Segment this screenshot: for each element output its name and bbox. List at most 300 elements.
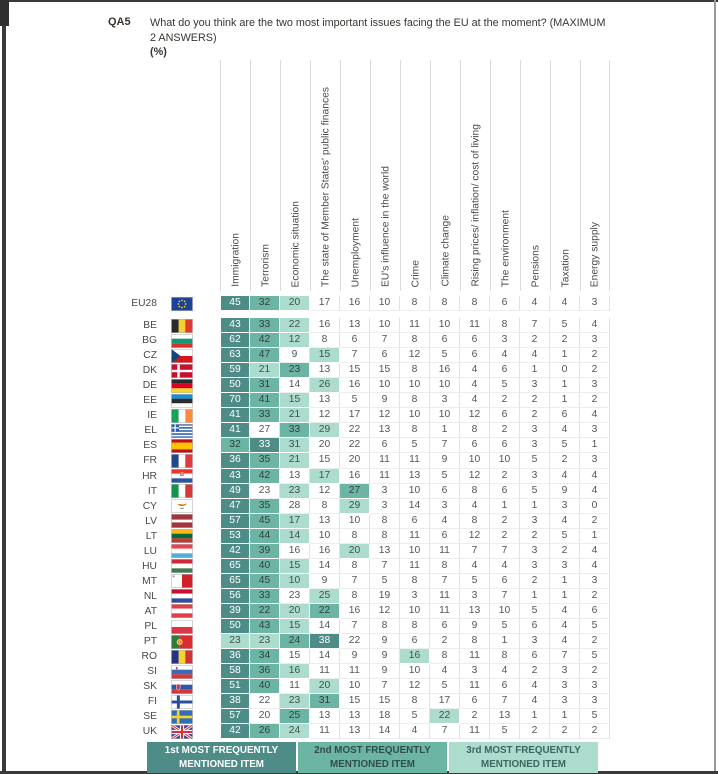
flag-lv-icon [162,514,202,529]
value-cell: 8 [490,318,520,333]
value-cell: 42 [220,724,250,739]
value-cell: 4 [460,393,490,408]
value-cell: 5 [430,348,460,363]
value-cell: 8 [400,694,430,709]
value-cell: 3 [400,589,430,604]
value-cell: 8 [340,589,370,604]
value-cell: 9 [370,664,400,679]
value-cell: 3 [550,499,580,514]
value-cell: 15 [310,348,340,363]
value-cell: 3 [460,664,490,679]
value-cell: 11 [370,453,400,468]
value-cell: 13 [460,604,490,619]
value-cell: 4 [460,378,490,393]
value-cell: 6 [430,529,460,544]
row-label: EE [143,395,157,407]
value-cell: 43 [250,619,280,634]
value-cell: 36 [220,453,250,468]
value-cell: 16 [280,544,310,559]
value-cell: 8 [370,619,400,634]
value-cell: 16 [310,318,340,333]
table-row [122,664,610,679]
row-label: UK [142,726,157,738]
value-cell: 11 [310,724,340,739]
value-cell: 17 [340,408,370,423]
value-cell: 17 [310,469,340,484]
value-cell: 14 [280,529,310,544]
value-cell: 4 [580,484,610,499]
value-cell: 13 [280,469,310,484]
column-header [370,60,400,291]
value-cell: 13 [340,709,370,724]
value-cell: 23 [250,634,280,649]
value-cell: 9 [310,574,340,589]
row-label: NL [143,590,157,602]
value-cell: 6 [520,649,550,664]
value-cell: 4 [550,469,580,484]
value-cell: 33 [250,408,280,423]
value-cell: 14 [310,559,340,574]
flag-it-icon [162,484,202,499]
column-header-label: Energy supply [589,221,601,287]
value-cell: 59 [220,363,250,378]
value-cell: 22 [250,604,280,619]
row-label: SK [143,681,157,693]
value-cell: 16 [340,378,370,393]
flag-cz-icon [162,348,202,363]
value-cell: 42 [250,333,280,348]
value-cell: 4 [550,619,580,634]
table-row [122,408,610,423]
flag-es-icon [162,438,202,453]
value-cell: 10 [280,574,310,589]
flag-fi-icon [162,694,202,709]
label-data-gap [202,514,220,529]
value-cell: 3 [490,333,520,348]
value-cell: 10 [370,378,400,393]
row-label: EU28 [131,298,157,309]
flag-el-icon [162,423,202,438]
value-cell: 6 [370,438,400,453]
row-label: FI [147,696,157,708]
value-cell: 6 [430,484,460,499]
value-cell: 4 [520,679,550,694]
value-cell: 45 [220,296,250,311]
value-cell: 3 [550,679,580,694]
table-row [122,679,610,694]
value-cell: 40 [250,559,280,574]
value-cell: 3 [520,469,550,484]
value-cell: 11 [400,559,430,574]
value-cell: 7 [340,619,370,634]
label-data-gap [202,363,220,378]
value-cell: 23 [280,589,310,604]
value-cell: 13 [310,363,340,378]
value-cell: 29 [310,423,340,438]
value-cell: 8 [460,423,490,438]
column-header-label: EU's influence in the world [380,165,391,287]
value-cell: 7 [430,724,460,739]
row-label: CY [142,500,157,512]
value-cell: 20 [250,709,280,724]
value-cell: 39 [250,544,280,559]
value-cell: 11 [460,318,490,333]
table-row [122,559,610,574]
value-cell: 6 [460,333,490,348]
value-cell: 9 [460,619,490,634]
value-cell: 22 [340,634,370,649]
value-cell: 51 [220,679,250,694]
value-cell: 6 [370,348,400,363]
value-cell: 2 [520,574,550,589]
value-cell: 5 [580,619,610,634]
row-label: IE [147,410,157,422]
value-cell: 10 [400,604,430,619]
value-cell: 5 [400,438,430,453]
value-cell: 3 [520,423,550,438]
value-cell: 15 [280,559,310,574]
row-label: BE [143,320,157,332]
value-cell: 5 [490,619,520,634]
row-label: AT [144,605,157,617]
value-cell: 13 [340,724,370,739]
value-cell: 47 [220,499,250,514]
label-data-gap [202,619,220,634]
value-cell: 5 [460,574,490,589]
label-data-gap [202,378,220,393]
row-label: EL [144,425,157,437]
value-cell: 6 [490,408,520,423]
value-cell: 23 [280,694,310,709]
value-cell: 6 [490,484,520,499]
label-data-gap [202,544,220,559]
value-cell: 65 [220,559,250,574]
value-cell: 2 [520,393,550,408]
column-header [280,60,310,291]
value-cell: 10 [430,318,460,333]
value-cell: 6 [580,604,610,619]
value-cell: 6 [490,679,520,694]
value-cell: 8 [400,296,430,311]
flag-uk-icon [162,724,202,739]
label-data-gap [202,709,220,724]
value-cell: 31 [310,694,340,709]
value-cell: 6 [520,619,550,634]
value-cell: 17 [310,296,340,311]
value-cell: 4 [460,363,490,378]
value-cell: 15 [280,393,310,408]
value-cell: 12 [460,469,490,484]
value-cell: 6 [550,408,580,423]
value-cell: 50 [220,378,250,393]
value-cell: 13 [370,544,400,559]
column-header-label: Climate change [440,215,451,287]
value-cell: 5 [430,469,460,484]
row-label: DK [142,365,157,377]
table-row [122,649,610,664]
value-cell: 7 [430,574,460,589]
value-cell: 11 [460,724,490,739]
label-data-gap [202,529,220,544]
value-cell: 7 [340,574,370,589]
value-cell: 17 [430,694,460,709]
column-header-label: Economic situation [290,200,301,287]
label-data-gap [202,724,220,739]
label-data-gap [202,469,220,484]
row-label: HR [142,470,157,482]
value-cell: 13 [310,514,340,529]
table-row [122,469,610,484]
table-row [122,619,610,634]
value-cell: 13 [310,709,340,724]
value-cell: 23 [280,363,310,378]
column-header-label: Immigration [230,233,241,287]
value-cell: 4 [520,694,550,709]
value-cell: 4 [580,318,610,333]
value-cell: 8 [400,393,430,408]
value-cell: 19 [370,589,400,604]
table-row [122,544,610,559]
value-cell: 10 [400,378,430,393]
value-cell: 5 [550,438,580,453]
value-cell: 2 [490,469,520,484]
value-cell: 1 [430,423,460,438]
table-row [122,484,610,499]
value-cell: 3 [580,423,610,438]
value-cell: 8 [430,296,460,311]
value-cell: 11 [460,679,490,694]
flag-pt-icon [162,634,202,649]
value-cell: 1 [490,634,520,649]
value-cell: 3 [580,296,610,311]
value-cell: 2 [580,664,610,679]
value-cell: 1 [490,499,520,514]
value-cell: 4 [550,604,580,619]
flag-si-icon [162,664,202,679]
value-cell: 5 [520,604,550,619]
value-cell: 11 [430,604,460,619]
value-cell: 8 [310,333,340,348]
table-row [122,296,610,311]
value-cell: 33 [250,438,280,453]
table-row [122,438,610,453]
value-cell: 32 [220,438,250,453]
label-data-gap [202,604,220,619]
value-cell: 43 [220,469,250,484]
value-cell: 23 [220,634,250,649]
value-cell: 21 [280,453,310,468]
value-cell: 58 [220,664,250,679]
value-cell: 15 [370,363,400,378]
table-row [122,604,610,619]
flag-cy-icon [162,499,202,514]
value-cell: 7 [550,649,580,664]
flag-bg-icon [162,333,202,348]
value-cell: 1 [520,499,550,514]
value-cell: 38 [220,694,250,709]
column-header [580,60,610,291]
value-cell: 11 [280,679,310,694]
value-cell: 6 [460,694,490,709]
value-cell: 44 [250,529,280,544]
row-label: SE [143,711,157,723]
value-cell: 6 [430,333,460,348]
value-cell: 8 [310,499,340,514]
value-cell: 10 [430,378,460,393]
value-cell: 1 [520,363,550,378]
value-cell: 32 [250,296,280,311]
value-cell: 7 [370,559,400,574]
value-cell: 2 [490,529,520,544]
row-label: ES [143,440,157,452]
value-cell: 16 [430,363,460,378]
value-cell: 5 [550,318,580,333]
value-cell: 33 [280,423,310,438]
value-cell: 8 [430,649,460,664]
value-cell: 1 [550,589,580,604]
value-cell: 21 [280,408,310,423]
value-cell: 6 [400,634,430,649]
value-cell: 5 [520,484,550,499]
label-data-gap [202,634,220,649]
value-cell: 5 [400,709,430,724]
row-label: LT [145,530,157,542]
value-cell: 20 [310,438,340,453]
column-header-label: The environment [500,209,511,287]
value-cell: 15 [280,649,310,664]
column-header [460,60,490,291]
value-cell: 6 [400,514,430,529]
value-cell: 4 [490,559,520,574]
value-cell: 6 [490,438,520,453]
value-cell: 15 [370,694,400,709]
label-data-gap [202,664,220,679]
value-cell: 5 [340,393,370,408]
value-cell: 50 [220,619,250,634]
value-cell: 7 [460,544,490,559]
percent-unit-label: (%) [150,46,167,58]
flag-ee-icon [162,393,202,408]
value-cell: 8 [490,649,520,664]
value-cell: 2 [550,544,580,559]
table-row [122,499,610,514]
flag-dk-icon [162,363,202,378]
value-cell: 10 [370,318,400,333]
row-label: HU [142,560,157,572]
value-cell: 28 [280,499,310,514]
value-cell: 25 [310,589,340,604]
value-cell: 4 [550,423,580,438]
label-data-gap [202,333,220,348]
legend [147,742,598,773]
value-cell: 11 [400,453,430,468]
label-data-gap [202,423,220,438]
table-row [122,574,610,589]
value-cell: 11 [310,664,340,679]
value-cell: 2 [580,363,610,378]
value-cell: 3 [520,559,550,574]
value-cell: 2 [520,664,550,679]
value-cell: 57 [220,709,250,724]
value-cell: 6 [490,574,520,589]
label-data-gap [202,574,220,589]
value-cell: 42 [250,469,280,484]
value-cell: 31 [250,378,280,393]
table-row [122,333,610,348]
value-cell: 18 [370,709,400,724]
value-cell: 53 [220,529,250,544]
value-cell: 65 [220,574,250,589]
value-cell: 3 [550,664,580,679]
value-cell: 7 [430,438,460,453]
value-cell: 0 [580,499,610,514]
value-cell: 4 [550,634,580,649]
value-cell: 39 [220,604,250,619]
value-cell: 8 [400,423,430,438]
value-cell: 20 [310,679,340,694]
value-cell: 15 [280,619,310,634]
legend-item-rank3: 3rd MOST FREQUENTLY MENTIONED ITEM [449,742,598,773]
column-header [400,60,430,291]
value-cell: 2 [520,724,550,739]
value-cell: 21 [250,363,280,378]
value-cell: 8 [400,619,430,634]
label-data-gap [202,393,220,408]
label-data-gap [202,484,220,499]
value-cell: 6 [490,363,520,378]
value-cell: 22 [250,694,280,709]
flag-se-icon [162,709,202,724]
value-cell: 12 [310,408,340,423]
value-cell: 8 [460,296,490,311]
value-cell: 7 [520,318,550,333]
value-cell: 22 [340,438,370,453]
page-edge-corner [0,0,9,26]
value-cell: 12 [400,348,430,363]
value-cell: 41 [220,408,250,423]
value-cell: 33 [250,318,280,333]
value-cell: 10 [340,514,370,529]
value-cell: 12 [460,529,490,544]
label-data-gap [202,589,220,604]
value-cell: 26 [310,378,340,393]
row-label: MT [142,575,157,587]
value-cell: 3 [430,499,460,514]
value-cell: 3 [580,694,610,709]
value-cell: 22 [430,709,460,724]
table-row [122,423,610,438]
value-cell: 4 [400,724,430,739]
column-header [340,60,370,291]
value-cell: 4 [580,469,610,484]
value-cell: 3 [580,333,610,348]
value-cell: 10 [400,408,430,423]
value-cell: 1 [550,574,580,589]
label-data-gap [202,438,220,453]
label-data-gap [202,296,220,311]
column-header-label: Crime [410,259,421,287]
value-cell: 23 [280,484,310,499]
table-row [122,378,610,393]
value-cell: 6 [340,333,370,348]
value-cell: 22 [340,423,370,438]
value-cell: 2 [580,589,610,604]
value-cell: 36 [250,664,280,679]
legend-item-rank1: 1st MOST FREQUENTLY MENTIONED ITEM [147,742,296,773]
value-cell: 2 [550,333,580,348]
value-cell: 10 [460,453,490,468]
value-cell: 3 [580,574,610,589]
